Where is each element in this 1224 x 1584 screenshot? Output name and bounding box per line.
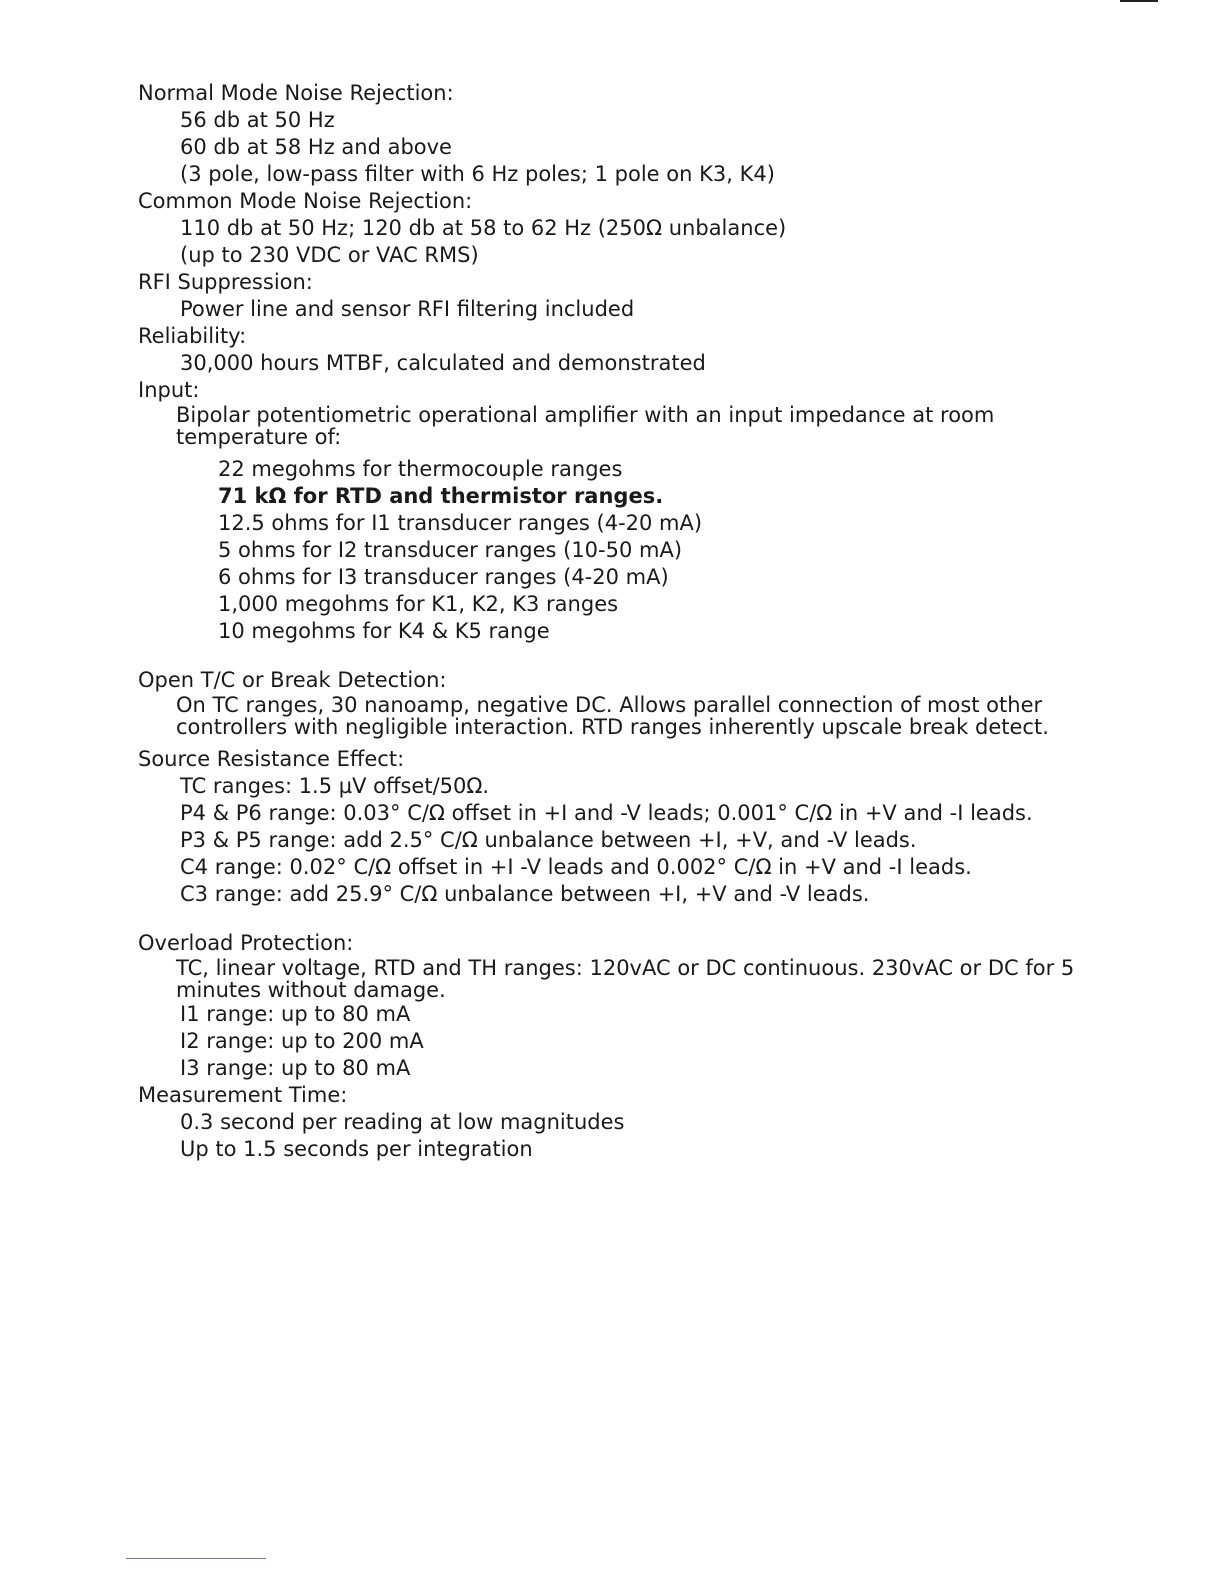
impedance-item: 6 ohms for I3 transducer ranges (4-20 mA)	[218, 565, 669, 589]
measurement-section	[138, 1082, 1098, 1163]
impedance-item: 10 megohms for K4 & K5 range	[218, 619, 550, 643]
section-heading: RFI Suppression:	[138, 270, 313, 294]
spec-line: (up to 230 VDC or VAC RMS)	[180, 243, 479, 267]
spec-line: 110 db at 50 Hz; 120 db at 58 to 62 Hz (250Ω unbalance)	[180, 216, 787, 240]
spec-line: C3 range: add 25.9° C/Ω unbalance between +I, +V and -V leads.	[180, 882, 870, 906]
spec-line: Power line and sensor RFI filtering included	[180, 297, 635, 321]
input-intro: Bipolar potentiometric operational amplifier with an input impedance at room temperature of:	[176, 403, 995, 449]
top-rule	[1120, 0, 1158, 2]
spec-line: TC ranges: 1.5 µV offset/50Ω.	[180, 774, 490, 798]
section-heading: Input:	[138, 378, 200, 402]
impedance-item: 71 kΩ for RTD and thermistor ranges.	[218, 484, 664, 508]
impedance-item: 5 ohms for I2 transducer ranges (10-50 mA)	[218, 538, 683, 562]
open-tc-text: On TC ranges, 30 nanoamp, negative DC. Allows parallel connection of most other controllers with negligible interaction. RTD ranges inherently upscale break detect.	[176, 693, 1049, 739]
normal-mode-section	[138, 80, 1098, 188]
section-heading: Overload Protection:	[138, 931, 354, 955]
section-heading: Source Resistance Effect:	[138, 747, 405, 771]
spec-line: Up to 1.5 seconds per integration	[180, 1137, 533, 1161]
section-heading: Measurement Time:	[138, 1083, 348, 1107]
spec-line: P3 & P5 range: add 2.5° C/Ω unbalance between +I, +V, and -V leads.	[180, 828, 917, 852]
spec-line: I1 range: up to 80 mA	[180, 1002, 411, 1026]
section-heading: Reliability:	[138, 324, 247, 348]
spec-line: 56 db at 50 Hz	[180, 108, 335, 132]
section-heading: Open T/C or Break Detection:	[138, 668, 447, 692]
spec-line: C4 range: 0.02° C/Ω offset in +I -V leads and 0.002° C/Ω in +V and -I leads.	[180, 855, 972, 879]
spec-line: I3 range: up to 80 mA	[180, 1056, 411, 1080]
spec-line: I2 range: up to 200 mA	[180, 1029, 424, 1053]
spec-line: P4 & P6 range: 0.03° C/Ω offset in +I and -V leads; 0.001° C/Ω in +V and -I leads.	[180, 801, 1033, 825]
spec-line: 60 db at 58 Hz and above	[180, 135, 452, 159]
bottom-rule	[126, 1558, 266, 1559]
overload-text: TC, linear voltage, RTD and TH ranges: 120vAC or DC continuous. 230vAC or DC for 5 minutes without damage.	[176, 956, 1075, 1002]
section-heading: Normal Mode Noise Rejection:	[138, 81, 454, 105]
spec-line: 0.3 second per reading at low magnitudes	[180, 1110, 625, 1134]
open-tc-section	[138, 667, 1098, 738]
section-heading: Common Mode Noise Rejection:	[138, 189, 473, 213]
common-mode-section	[138, 188, 1098, 269]
overload-section	[138, 930, 1098, 1082]
source-resistance-section	[138, 746, 1098, 908]
impedance-item: 1,000 megohms for K1, K2, K3 ranges	[218, 592, 619, 616]
impedance-item: 22 megohms for thermocouple ranges	[218, 457, 623, 481]
reliability-section	[138, 323, 1098, 377]
rfi-section	[138, 269, 1098, 323]
impedance-item: 12.5 ohms for I1 transducer ranges (4-20 mA)	[218, 511, 703, 535]
spec-line: 30,000 hours MTBF, calculated and demonstrated	[180, 351, 706, 375]
spec-content	[138, 80, 1098, 1163]
input-section	[138, 377, 1098, 645]
spec-line: (3 pole, low-pass filter with 6 Hz poles; 1 pole on K3, K4)	[180, 162, 775, 186]
